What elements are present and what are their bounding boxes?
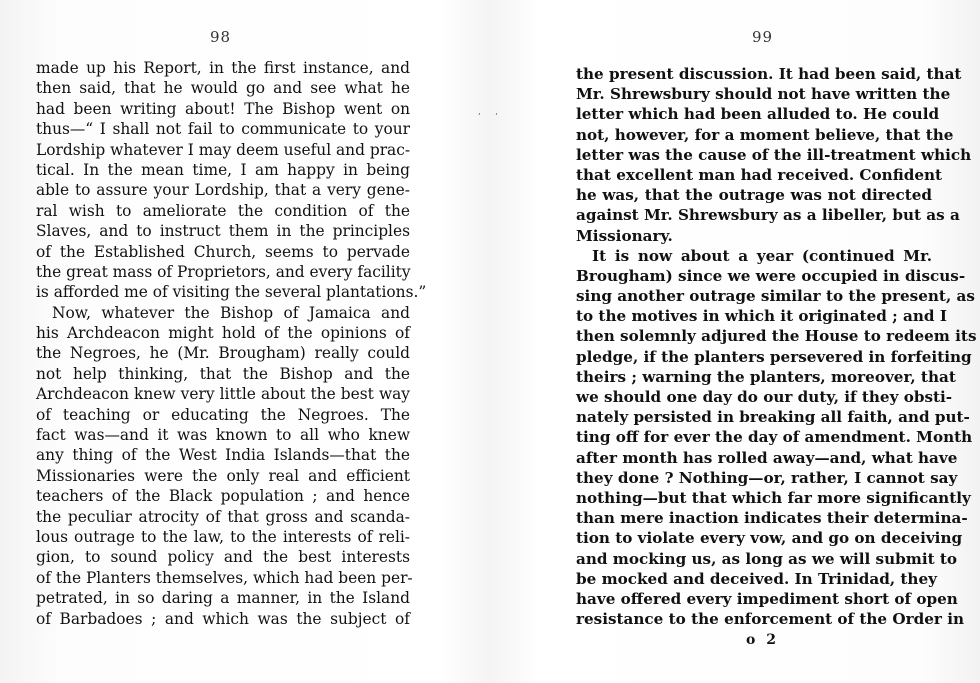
right-page-text <box>576 64 977 629</box>
text-line: of the Planters themselves, which had been per- <box>36 568 413 587</box>
page-number: 99 <box>752 28 774 46</box>
text-line: Brougham) since we were occupied in discus- <box>576 266 966 285</box>
signature-mark: o 2 <box>746 632 779 648</box>
text-line: fact was—and it was known to all who knew <box>36 426 410 445</box>
text-line: Slaves, and to instruct them in the principles <box>36 222 410 241</box>
text-line: to the motives in which it originated ; and I <box>576 307 947 326</box>
text-line: than mere inaction indicates their determina- <box>576 509 968 528</box>
text-line: gion, to sound policy and the best interests <box>36 548 410 567</box>
text-line: the peculiar atrocity of that gross and scanda- <box>36 507 410 526</box>
text-line: Missionary. <box>576 226 673 245</box>
text-line: Archdeacon knew very little about the best way <box>36 385 410 404</box>
page-number: 98 <box>210 28 232 46</box>
text-line: theirs ; warning the planters, moreover, that <box>576 367 956 386</box>
text-line: not help thinking, that the Bishop and the <box>36 364 410 383</box>
text-line: made up his Report, in the first instance, and <box>36 59 410 77</box>
text-line: any thing of the West India Islands—that the <box>36 446 410 465</box>
text-line: not, however, for a moment believe, that the <box>576 125 954 144</box>
right-page <box>490 0 980 683</box>
text-line: teachers of the Black population ; and hence <box>36 487 410 506</box>
text-line: Mr. Shrewsbury should not have written the <box>576 85 951 104</box>
text-line: petrated, in so daring a manner, in the Island <box>36 589 410 608</box>
text-line: and mocking us, as long as we will submit to <box>576 549 958 568</box>
text-line: we should one day do our duty, if they obsti- <box>576 388 953 406</box>
text-line: they done ? Nothing—or, rather, I cannot say <box>576 468 958 487</box>
text-line: be mocked and deceived. In Trinidad, they <box>576 569 937 588</box>
text-line: have offered every impediment short of open <box>576 589 958 608</box>
text-line: letter was the cause of the ill-treatment which <box>576 145 972 164</box>
text-line: Now, whatever the Bishop of Jamaica and <box>52 303 410 322</box>
text-line: lous outrage to the law, to the interests of reli- <box>36 527 410 546</box>
text-line: able to assure your Lordship, that a very gene- <box>36 181 410 200</box>
text-line: after month has rolled away—and, what have <box>576 448 958 467</box>
text-line: is afforded me of visiting the several plantations.” <box>36 283 427 302</box>
text-line: his Archdeacon might hold of the opinions of <box>36 324 410 343</box>
text-line: of the Established Church, seems to pervade <box>36 242 410 261</box>
text-line: Lordship whatever I may deem useful and prac- <box>36 140 411 159</box>
text-line: he was, that the outrage was not directed <box>576 186 932 205</box>
text-line: letter which had been alluded to. He could <box>576 105 940 124</box>
text-line: then said, that he would go and see what he <box>36 79 410 98</box>
text-line: the Negroes, he (Mr. Brougham) really could <box>36 344 410 363</box>
text-line: of teaching or educating the Negroes. The <box>36 405 410 424</box>
text-line: thus—“ I shall not fail to communicate to your <box>36 120 410 139</box>
text-line: the present discussion. It had been said, that <box>576 65 962 83</box>
text-line: that excellent man had received. Confident <box>576 165 943 184</box>
text-line: the great mass of Proprietors, and every facility <box>36 262 411 281</box>
left-page-text <box>36 58 427 629</box>
text-line: ting off for ever the day of amendment. Month <box>576 428 973 447</box>
text-line: of Barbadoes ; and which was the subject of <box>36 609 410 628</box>
left-page <box>0 0 470 683</box>
text-line: ral wish to ameliorate the condition of the <box>36 201 410 220</box>
text-line: Missionaries were the only real and efficient <box>36 466 410 485</box>
text-line: resistance to the enforcement of the Order in <box>576 610 965 629</box>
text-line: pledge, if the planters persevered in forfeiting <box>576 347 972 366</box>
text-line: tion to violate every vow, and go on deceiving <box>576 529 963 548</box>
text-line: sing another outrage similar to the present, as <box>576 287 975 306</box>
text-line: tical. In the mean time, I am happy in being <box>36 160 410 179</box>
text-line: nately persisted in breaking all faith, and put- <box>576 408 970 427</box>
text-line: had been writing about! The Bishop went on <box>36 99 410 118</box>
text-line: against Mr. Shrewsbury as a libeller, but as a <box>576 206 960 225</box>
text-line: then solemnly adjured the House to redeem its <box>576 327 977 346</box>
text-line: nothing—but that which far more significantly <box>576 488 971 507</box>
text-line: It is now about a year (continued Mr. <box>592 246 932 265</box>
gutter-mark: ’ ’ <box>478 112 504 121</box>
